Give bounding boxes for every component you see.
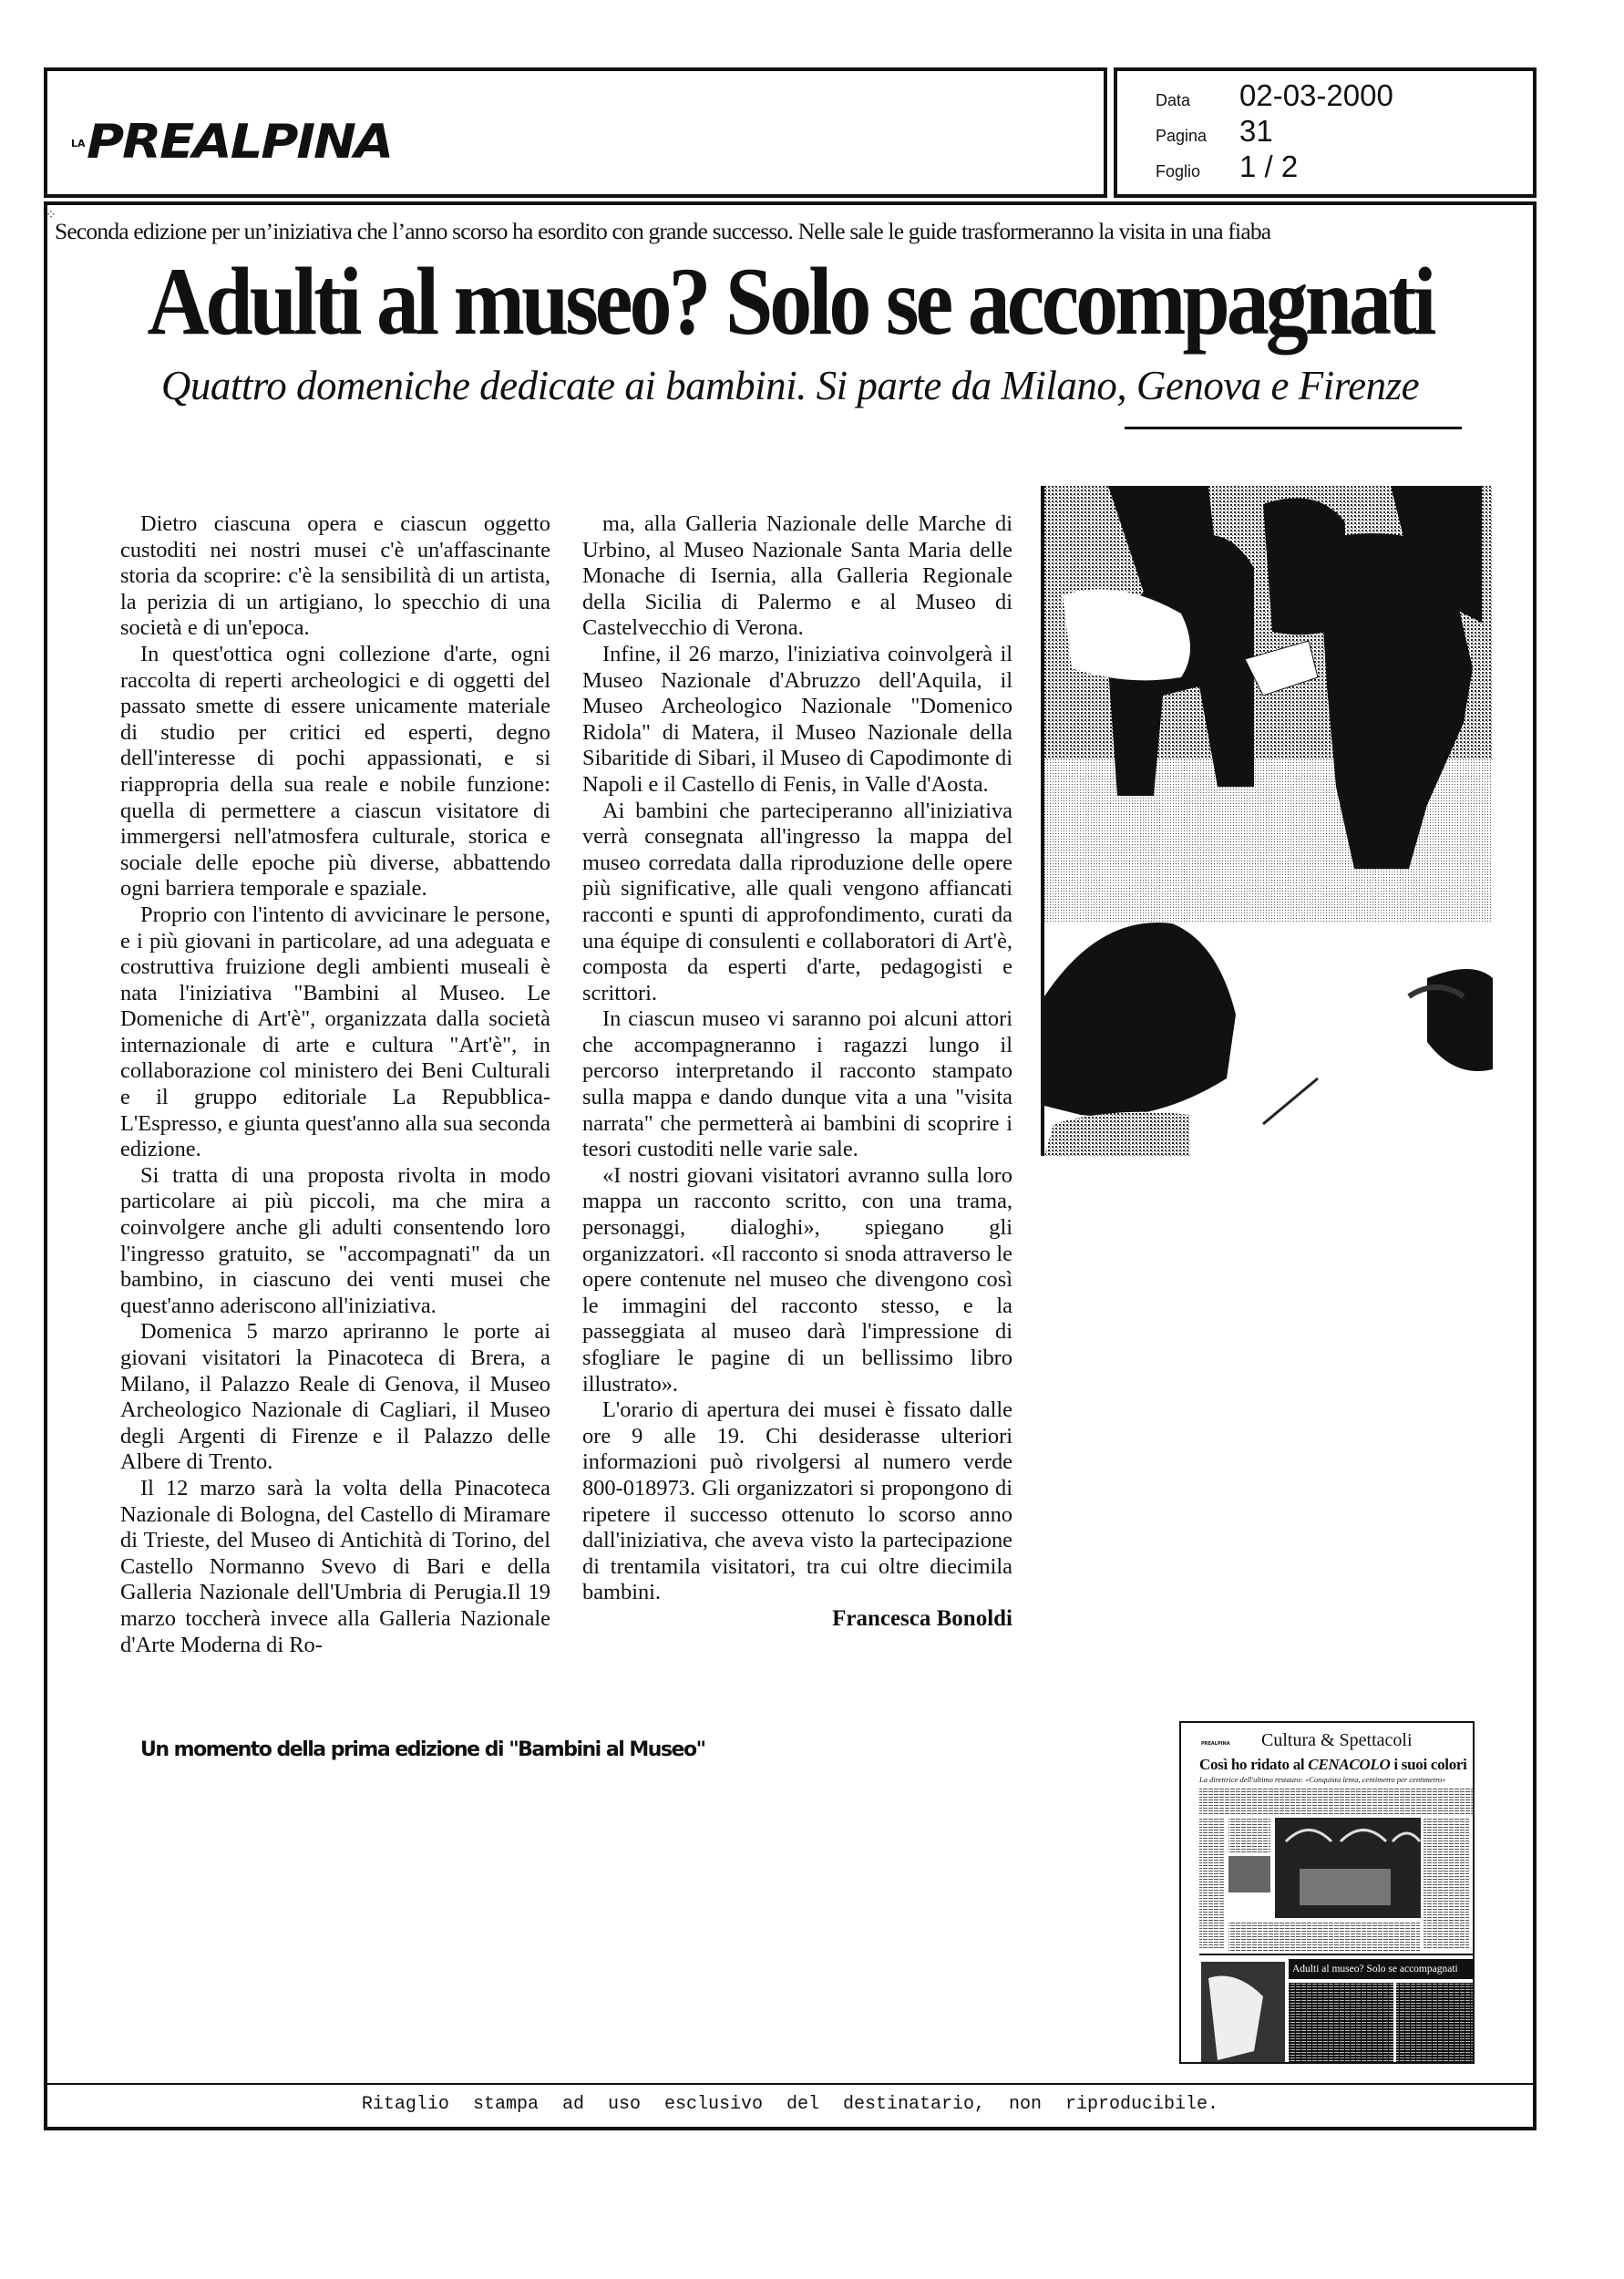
article-column-1	[120, 511, 550, 1658]
masthead-box	[44, 67, 1107, 198]
headline: Adulti al museo? Solo se accompagnati	[147, 248, 1434, 356]
photo-caption: Un momento della prima edizione di "Bambini al Museo"	[140, 1738, 705, 1761]
paragraph: Infine, il 26 marzo, l'iniziativa coinvolgerà il Museo Nazionale d'Abruzzo dell'Aquila, il Museo Archeologico Nazionale "Domenico Ridola" di Matera, il Museo Nazionale della Sibaritide di Sibari, il Museo di Capodimonte di Napoli e il Castello di Fenis, in Valle d'Aosta.	[582, 641, 1012, 797]
meta-sheet	[1156, 150, 1298, 184]
thumbnail-divider	[1199, 1954, 1475, 1955]
divider	[1125, 427, 1462, 429]
meta-value: 1 / 2	[1239, 150, 1299, 183]
paragraph: Proprio con l'intento di avvicinare le persone, e i più giovani in particolare, ad una adeguata e costruttiva fruizione degli ambienti museali è nata l'iniziativa "Bambini al Museo. Le Domeniche di Art'è", organizzata dalla società internazionale di arte e cultura "Art'è", in collaborazione col ministero dei Beni Culturali e il gruppo editoriale La Repubblica-L'Espresso, e giunta quest'anno alla sua seconda edizione.	[120, 902, 550, 1162]
footer-notice-box	[44, 2083, 1537, 2130]
thumbnail-headline-part: Così ho ridato al	[1199, 1756, 1309, 1773]
meta-value: 02-03-2000	[1239, 78, 1393, 112]
meta-value: 31	[1239, 114, 1273, 148]
thumbnail-article-title: Adulti al museo? Solo se accompagnati	[1289, 1959, 1475, 1979]
paragraph: Dietro ciascuna opera e ciascun oggetto custoditi nei nostri musei c'è un'affascinante storia da scoprire: c'è la sensibilità di un artista, la perizia di un artigiano, lo specchio di una società e di un'epoca.	[120, 511, 550, 641]
dots-icon: ⁘	[46, 209, 56, 222]
kicker	[46, 209, 1271, 245]
meta-page	[1156, 114, 1273, 149]
photo-image	[1044, 486, 1493, 1156]
meta-label: Foglio	[1156, 162, 1201, 180]
thumbnail-layout-graphic	[1181, 1723, 1473, 2062]
article-photo	[1041, 486, 1493, 1156]
article-column-2	[582, 511, 1012, 1633]
thumbnail-headline-part: i suoi colori	[1390, 1756, 1467, 1773]
newspaper-logo	[71, 115, 392, 170]
paragraph: ma, alla Galleria Nazionale delle Marche di Urbino, al Museo Nazionale Santa Maria delle Monache di Isernia, alla Galleria Regionale della Sicilia di Palermo e al Museo di Castelvecchio di Verona.	[582, 511, 1012, 641]
kicker-text: Seconda edizione per un’iniziativa che l’anno scorso ha esordito con grande successo. Nelle sale le guide trasformeranno la visita in una fiaba	[55, 218, 1271, 244]
subheadline: Quattro domeniche dedicate ai bambini. Si parte da Milano, Genova e Firenze	[160, 363, 1420, 408]
logo-prefix: LA	[71, 138, 86, 150]
meta-date	[1156, 78, 1393, 113]
paragraph: L'orario di apertura dei musei è fissato dalle ore 9 alle 19. Chi desiderasse ulteriori informazioni può rivolgersi al numero verde 800-018973. Gli organizzatori si propongono di ripetere il successo ottenuto lo scorso anno dall'iniziativa, che aveva visto la partecipazione di trentamila visitatori, tra cui oltre diecimila bambini.	[582, 1397, 1012, 1605]
meta-label: Pagina	[1156, 127, 1208, 145]
issue-info-box	[1114, 67, 1537, 198]
thumbnail-headline-emphasis: CENACOLO	[1308, 1756, 1391, 1773]
paragraph: «I nostri giovani visitatori avranno sulla loro mappa un racconto scritto, con una trama, personaggi, dialoghi», spiegano gli organizzatori. «Il racconto si snoda attraverso le opere contenute nel museo che divengono così le immagini del racconto stesso, e la passeggiata al museo darà l'impressione di sfogliare le pagine di un bellissimo libro illustrato».	[582, 1162, 1012, 1397]
paragraph: Il 12 marzo sarà la volta della Pinacoteca Nazionale di Bologna, del Castello di Miramare di Trieste, del Museo di Antichità di Torino, del Castello Normanno Svevo di Bari e della Galleria Nazionale dell'Umbria di Perugia.Il 19 marzo toccherà invece alla Galleria Nazionale d'Arte Moderna di Ro-	[120, 1475, 550, 1657]
byline: Francesca Bonoldi	[832, 1605, 1012, 1631]
thumbnail-section-title: Cultura & Spettacoli	[1261, 1730, 1413, 1750]
footer-notice: Ritaglio stampa ad uso esclusivo del destinatario, non riproducibile.	[361, 2094, 1219, 2115]
meta-label: Data	[1156, 91, 1191, 109]
paragraph: In ciascun museo vi saranno poi alcuni attori che accompagneranno i ragazzi lungo il percorso interpretando il racconto stampato sulla mappa e dando dunque vita a una "visita narrata" che permetterà ai bambini di scoprire i tesori custoditi nelle varie sale.	[582, 1006, 1012, 1162]
paragraph: Si tratta di una proposta rivolta in modo particolare ai più piccoli, ma che mira a coinvolgere anche gli adulti consentendo loro l'ingresso gratuito, se "accompagnati" da un bambino, in ciascuno dei venti musei che quest'anno aderiscono all'iniziativa.	[120, 1162, 550, 1318]
paragraph: In quest'ottica ogni collezione d'arte, ogni raccolta di reperti archeologici e di oggetti del passato smette di essere unicamente materiale di studio per critici ed esperti, degno dell'interesse di pochi appassionati, e si riappropria della sua reale e nobile funzione: quella di permettere a ciascun visitatore di immergersi nell'atmosfera culturale, storica e sociale delle epoche più diverse, abbattendo ogni barriera temporale e spaziale.	[120, 641, 550, 902]
article-frame	[44, 201, 1537, 2083]
thumbnail-subheadline: La direttrice dell'ultimo restauro: «Conquista lenta, centimetro per centimetro»	[1199, 1775, 1446, 1784]
page-thumbnail	[1179, 1721, 1475, 2064]
thumbnail-logo: PREALPINA	[1201, 1741, 1230, 1747]
logo-title: PREALPINA	[86, 115, 392, 170]
paragraph: Ai bambini che parteciperanno all'iniziativa verrà consegnata all'ingresso la mappa del museo corredata dalla riproduzione delle opere più significative, alle quali vengono affiancati racconti e spunti di approfondimento, curati da una équipe di consulenti e collaboratori di Art'è, composta da esperti d'arte, pedagogisti e scrittori.	[582, 798, 1012, 1005]
paragraph: Domenica 5 marzo apriranno le porte ai giovani visitatori la Pinacoteca di Brera, a Milano, il Palazzo Reale di Genova, il Museo Archeologico Nazionale di Cagliari, il Museo degli Argenti di Firenze e il Palazzo delle Albere di Trento.	[120, 1319, 550, 1475]
